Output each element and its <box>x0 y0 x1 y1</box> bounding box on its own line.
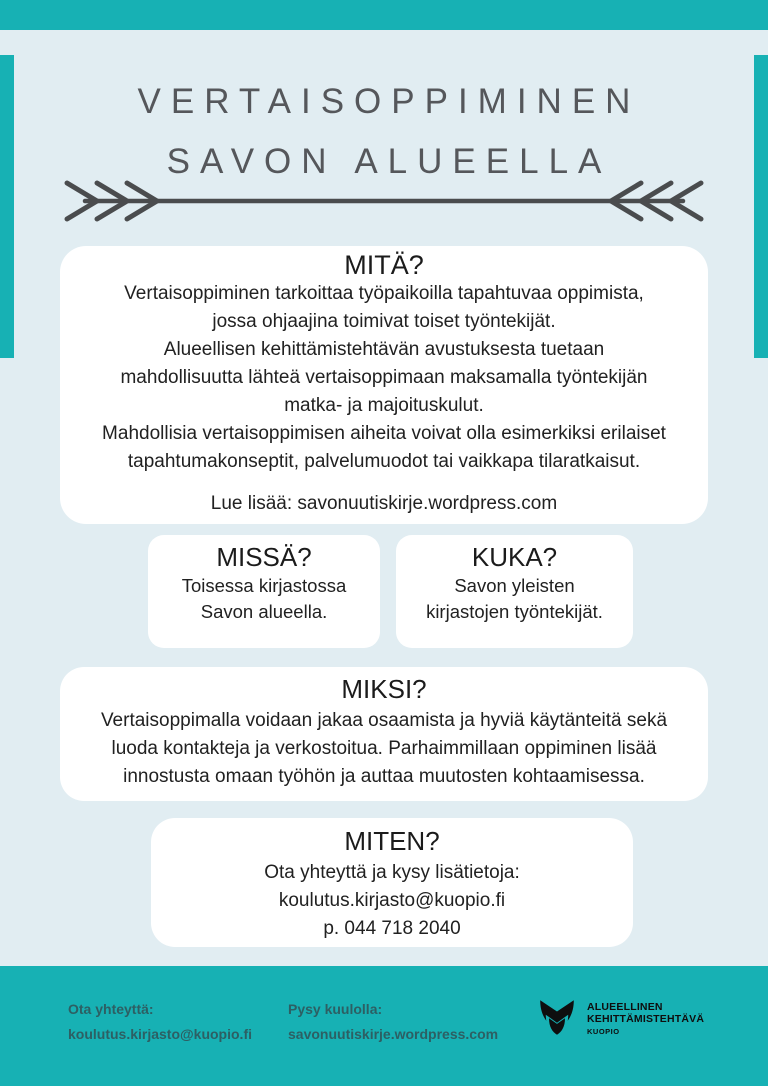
footer-newsletter-url: savonuutiskirje.wordpress.com <box>288 1026 499 1042</box>
card-miten-line: Ota yhteyttä ja kysy lisätietoja: <box>264 862 520 883</box>
footer-newsletter-block <box>288 997 498 1047</box>
card-mita-heading: MITÄ? <box>344 250 424 280</box>
footer-newsletter-label: Pysy kuulolla: <box>288 1001 383 1017</box>
contact-email: koulutus.kirjasto@kuopio.fi <box>278 890 506 911</box>
card-mita-line: Alueellisen kehittämistehtävän avustuksesta tuetaan <box>163 339 605 360</box>
poster-title-line2: SAVON ALUEELLA <box>166 142 612 181</box>
contact-phone: p. 044 718 2040 <box>323 918 461 939</box>
card-mita-line: matka- ja majoituskulut. <box>284 395 484 416</box>
card-mita-line: Mahdollisia vertaisoppimisen aiheita voivat olla esimerkiksi erilaiset <box>102 423 666 444</box>
card-miten <box>151 818 633 947</box>
footer-contact-label: Ota yhteyttä: <box>68 1001 154 1017</box>
card-kuka <box>396 535 633 648</box>
card-kuka-line: Savon yleisten <box>454 575 575 596</box>
card-mita-line: Vertaisoppiminen tarkoittaa työpaikoilla tapahtuvaa oppimista, <box>124 283 644 304</box>
card-missa-body <box>148 573 380 625</box>
card-mita-body <box>60 280 708 518</box>
card-miksi-body <box>60 707 708 791</box>
card-miksi-heading: MIKSI? <box>341 674 427 704</box>
footer-bar <box>0 966 768 1086</box>
card-mita-line: mahdollisuutta lähteä vertaisoppimaan maksamalla työntekijän <box>120 367 648 388</box>
footer-contact-block <box>68 997 252 1047</box>
card-kuka-body <box>396 573 633 625</box>
card-miksi-line: luoda kontakteja ja verkostoitua. Parhaimmillaan oppiminen lisää <box>111 738 657 759</box>
card-missa-line: Savon alueella. <box>200 601 328 622</box>
card-missa <box>148 535 380 648</box>
card-mita <box>60 246 708 524</box>
card-kuka-line: kirjastojen työntekijät. <box>426 601 603 622</box>
poster-title-line1: VERTAISOPPIMINEN <box>137 82 641 121</box>
read-more-link: Lue lisää: savonuutiskirje.wordpress.com <box>210 493 558 514</box>
card-missa-heading: MISSÄ? <box>216 542 312 572</box>
kuopio-m-logo-icon <box>537 999 577 1040</box>
logo-text-line2: KEHITTÄMISTEHTÄVÄ <box>587 1012 705 1025</box>
card-miksi <box>60 667 708 801</box>
logo-text-block <box>587 1002 704 1037</box>
logo-text-line1: ALUEELLINEN <box>587 1001 663 1013</box>
arrow-fletching-divider-icon <box>0 174 768 226</box>
logo-text-line3: KUOPIO <box>587 1027 620 1036</box>
footer-contact-email: koulutus.kirjasto@kuopio.fi <box>68 1026 252 1042</box>
card-miksi-line: Vertaisoppimalla voidaan jakaa osaamista ja hyviä käytänteitä sekä <box>100 710 668 731</box>
card-mita-line: jossa ohjaajina toimivat toiset työntekijät. <box>212 311 556 332</box>
card-mita-line: tapahtumakonseptit, palvelumuodot tai vaikkapa tilaratkaisut. <box>127 451 641 472</box>
card-miksi-line: innostusta omaan työhön ja auttaa muutosten kohtaamisessa. <box>123 766 645 787</box>
card-miten-body <box>151 859 633 943</box>
card-miten-heading: MITEN? <box>344 826 440 856</box>
card-kuka-heading: KUKA? <box>471 542 558 572</box>
top-accent-bar <box>0 0 768 30</box>
card-missa-line: Toisessa kirjastossa <box>181 575 347 596</box>
